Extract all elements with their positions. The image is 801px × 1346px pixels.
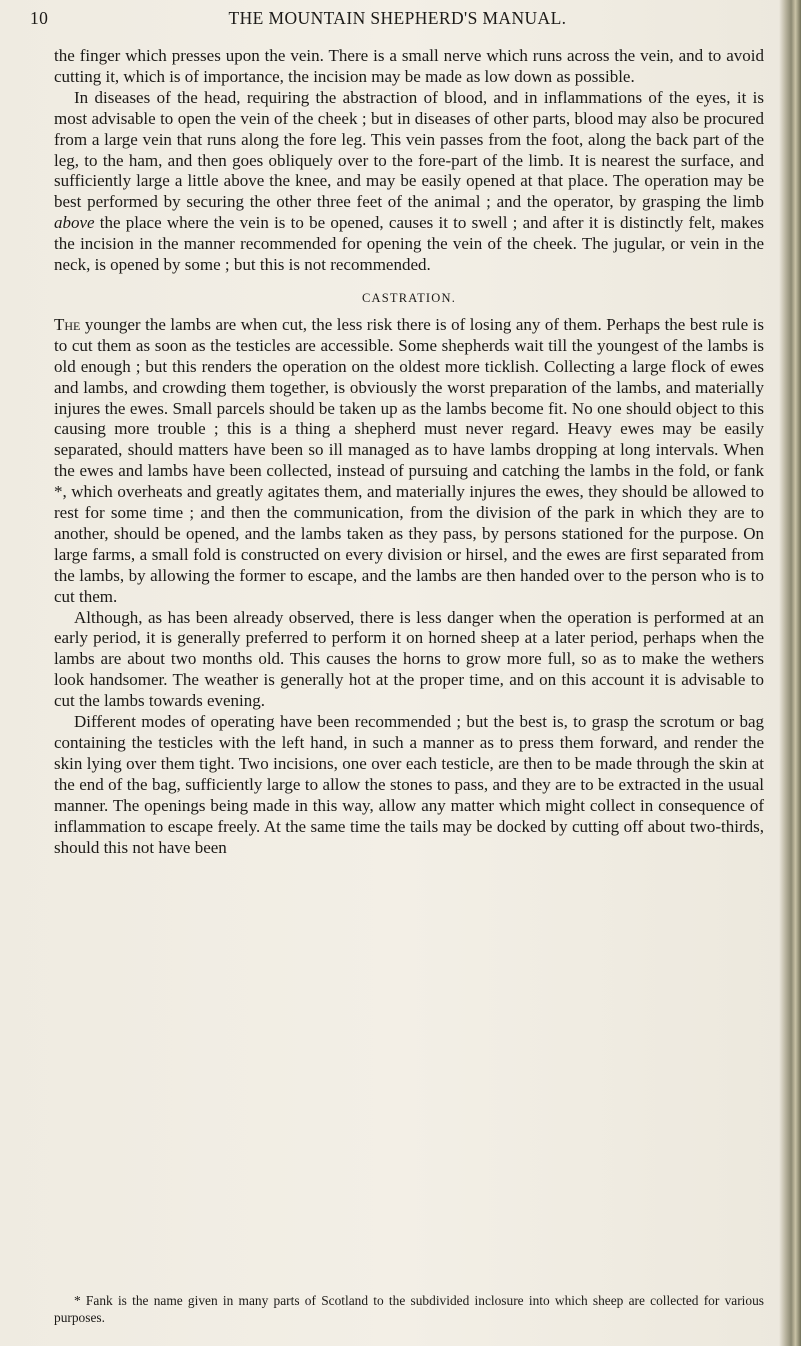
- paragraph-2-part-b: the place where the vein is to be opened, causes it to swell ; and after it is distinctly felt, makes the incision in the manner recommended for opening the vein of the cheek. The jugular, or vein in the neck, is opened by some ; but this is not recommended.: [54, 213, 764, 275]
- paragraph-3: [54, 315, 764, 608]
- paragraph-5: Different modes of operating have been recommended ; but the best is, to grasp the scrotum or bag containing the testicles with the left hand, in such a manner as to press them forward, and render the skin lying over them tight. Two incisions, one over each testicle, are then to be made through the skin at the end of the bag, sufficiently large to allow the stones to pass, and they are to be extracted in the usual manner. The openings being made in this way, allow any matter which might collect in consequence of inflammation to escape freely. At the same time the tails may be docked by cutting off about two-thirds, should this not have been: [54, 712, 764, 857]
- paragraph-3-lead: The: [54, 314, 81, 334]
- paragraph-2-part-a: In diseases of the head, requiring the abstraction of blood, and in inflammations of the eyes, it is most advisable to open the vein of the cheek ; but in diseases of other parts, blood may also be procured from a large vein that runs along the fore leg. This vein passes from the foot, along the back part of the leg, to the ham, and then goes obliquely over to the fore-part of the limb. It is nearest the surface, and sufficiently large a little above the knee, and may be easily opened at that place. The operation may be best performed by securing the other three feet of the animal ; and the operator, by grasping the limb: [54, 87, 764, 212]
- page-edge-shadow: [779, 0, 801, 1346]
- section-heading-castration: CASTRATION.: [361, 290, 457, 305]
- page-body: [54, 46, 764, 858]
- emphasis-above: above: [54, 213, 95, 233]
- paragraph-3-text: younger the lambs are when cut, the less risk there is of losing any of them. Perhaps the best rule is to cut them as soon as the testicles are accessible. Some shepherds wait till the youngest of the lambs is old enough ; but this renders the operation on the oldest more ticklish. Collecting a large flock of ewes and lambs, and crowding them together, is obviously the worst preparation of the lambs, and materially injures the ewes. Small parcels should be taken up as the lambs become fit. No one should object to this causing more trouble ; this is a thing a shepherd must never regard. Heavy ewes may be easily separated, should matters have been so ill managed as to have lambs dropping at long intervals. When the ewes and lambs have been collected, instead of pursuing and catching the lambs in the fold, or fank *, which overheats and greatly agitates them, and materially injures the ewes, they should be allowed to rest for some time ; and then the communication, from the division of the park in which they are to another, should be opened, and the lambs taken as they pass, by persons stationed for the purpose. On large farms, a small fold is constructed on every division or hirsel, and the ewes are first separated from the lambs, by allowing the former to escape, and the lambs are then handed over to the person who is to cut them.: [54, 314, 764, 606]
- footnote: * Fank is the name given in many parts of Scotland to the subdivided inclosure into which sheep are collected for various purposes.: [54, 1293, 764, 1325]
- page-number: 10: [30, 8, 49, 28]
- paragraph-1: the finger which presses upon the vein. There is a small nerve which runs across the vein, and to avoid cutting it, which is of importance, the incision may be made as low down as possible.: [54, 46, 764, 86]
- paragraph-4: Although, as has been already observed, there is less danger when the operation is performed at an early period, it is generally preferred to perform it on horned sheep at a later period, perhaps when the lambs are about two months old. This causes the horns to grow more full, so as to make the wethers look handsomer. The weather is generally hot at the proper time, and on this account it is advisable to cut the lambs towards evening.: [54, 607, 764, 711]
- paragraph-2: [54, 88, 764, 276]
- running-title: THE MOUNTAIN SHEPHERD'S MANUAL.: [228, 8, 567, 28]
